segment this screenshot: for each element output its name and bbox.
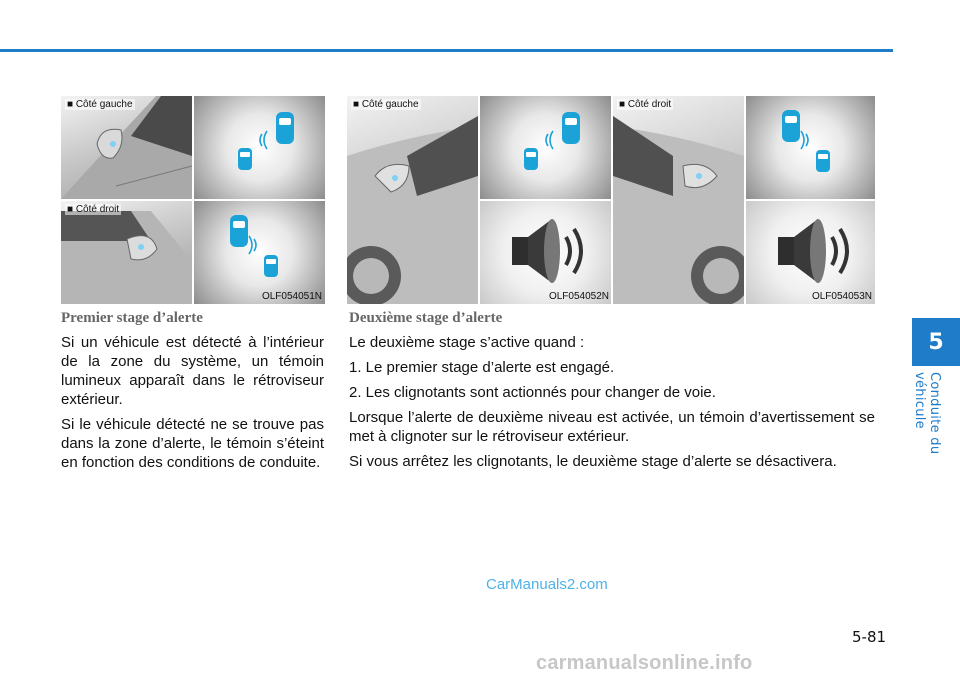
section-heading: Deuxième stage d’alerte (349, 310, 503, 326)
host-car-icon (782, 110, 800, 142)
warning-light-icon (110, 141, 116, 147)
paragraph: Si vous arrêtez les clignotants, le deuxième stage d’alerte se désactivera. (349, 453, 837, 470)
speaker-right (746, 201, 875, 304)
list-item: 1. Le premier stage d’alerte est engagé. (349, 359, 615, 376)
watermark-link[interactable]: CarManuals2.com (486, 576, 608, 593)
radar-wave-icon (249, 236, 256, 254)
car-side-right-photo (613, 96, 744, 304)
watermark-footer: carmanualsonline.info (536, 652, 753, 674)
warning-light-icon (392, 175, 398, 181)
panel-label-left-side: ■ Côté gauche (67, 99, 133, 110)
warning-light-icon (138, 244, 144, 250)
mirror-right-photo (61, 201, 192, 304)
section-first-stage (61, 310, 324, 478)
list-item: 2. Les clignotants sont actionnés pour changer de voie. (349, 384, 716, 401)
detected-car-icon (238, 148, 252, 170)
detected-car-icon (816, 150, 830, 172)
chapter-tab[interactable]: 5 (912, 318, 960, 366)
figure-first-stage (61, 96, 325, 304)
radar-wave-icon (546, 131, 553, 149)
paragraph: Si un véhicule est détecté à l’intérieur de la zone du système, un témoin lumineux apparaît dans le rétroviseur extérieur. (61, 334, 324, 408)
top-rule (0, 49, 893, 52)
mirror-left-photo (61, 96, 192, 199)
radar-wave-icon (260, 131, 267, 149)
chapter-label: Conduite du véhicule (912, 372, 942, 455)
speaker-left (480, 201, 611, 304)
speaker-icon (480, 201, 611, 304)
paragraph-intro: Le deuxième stage s’active quand : (349, 334, 585, 351)
figure-code-right: OLF054053N (811, 291, 872, 302)
section-heading: Premier stage d’alerte (61, 310, 203, 326)
figure-code-left: OLF054052N (548, 291, 609, 302)
paragraph: Si le véhicule détecté ne se trouve pas dans la zone d’alerte, le témoin s’éteint en fonction des conditions de conduite. (61, 416, 324, 471)
warning-light-icon (696, 173, 702, 179)
page-number: 5-81 (852, 628, 887, 646)
figure-code: OLF054051N (261, 291, 322, 302)
panel-label-left-side: ■ Côté gauche (353, 99, 419, 110)
host-car-icon (276, 112, 294, 144)
panel-label-right-side: ■ Côté droit (67, 204, 120, 215)
host-car-icon (230, 215, 248, 247)
radar-right-diagram (746, 96, 875, 199)
radar-right-diagram (194, 201, 325, 304)
detected-car-icon (264, 255, 278, 277)
speaker-icon (746, 201, 875, 304)
car-mirror-illustration (61, 96, 192, 199)
radar-left-diagram (194, 96, 325, 199)
radar-left-diagram (480, 96, 611, 199)
detected-car-icon (524, 148, 538, 170)
section-second-stage (349, 310, 875, 477)
car-side-left-photo (347, 96, 478, 304)
host-car-icon (562, 112, 580, 144)
figure-second-stage (347, 96, 875, 304)
panel-label-right-side: ■ Côté droit (619, 99, 672, 110)
paragraph: Lorsque l’alerte de deuxième niveau est activée, un témoin d’avertissement se met à clignoter sur le rétroviseur extérieur. (349, 409, 875, 445)
radar-wave-icon (801, 131, 808, 149)
